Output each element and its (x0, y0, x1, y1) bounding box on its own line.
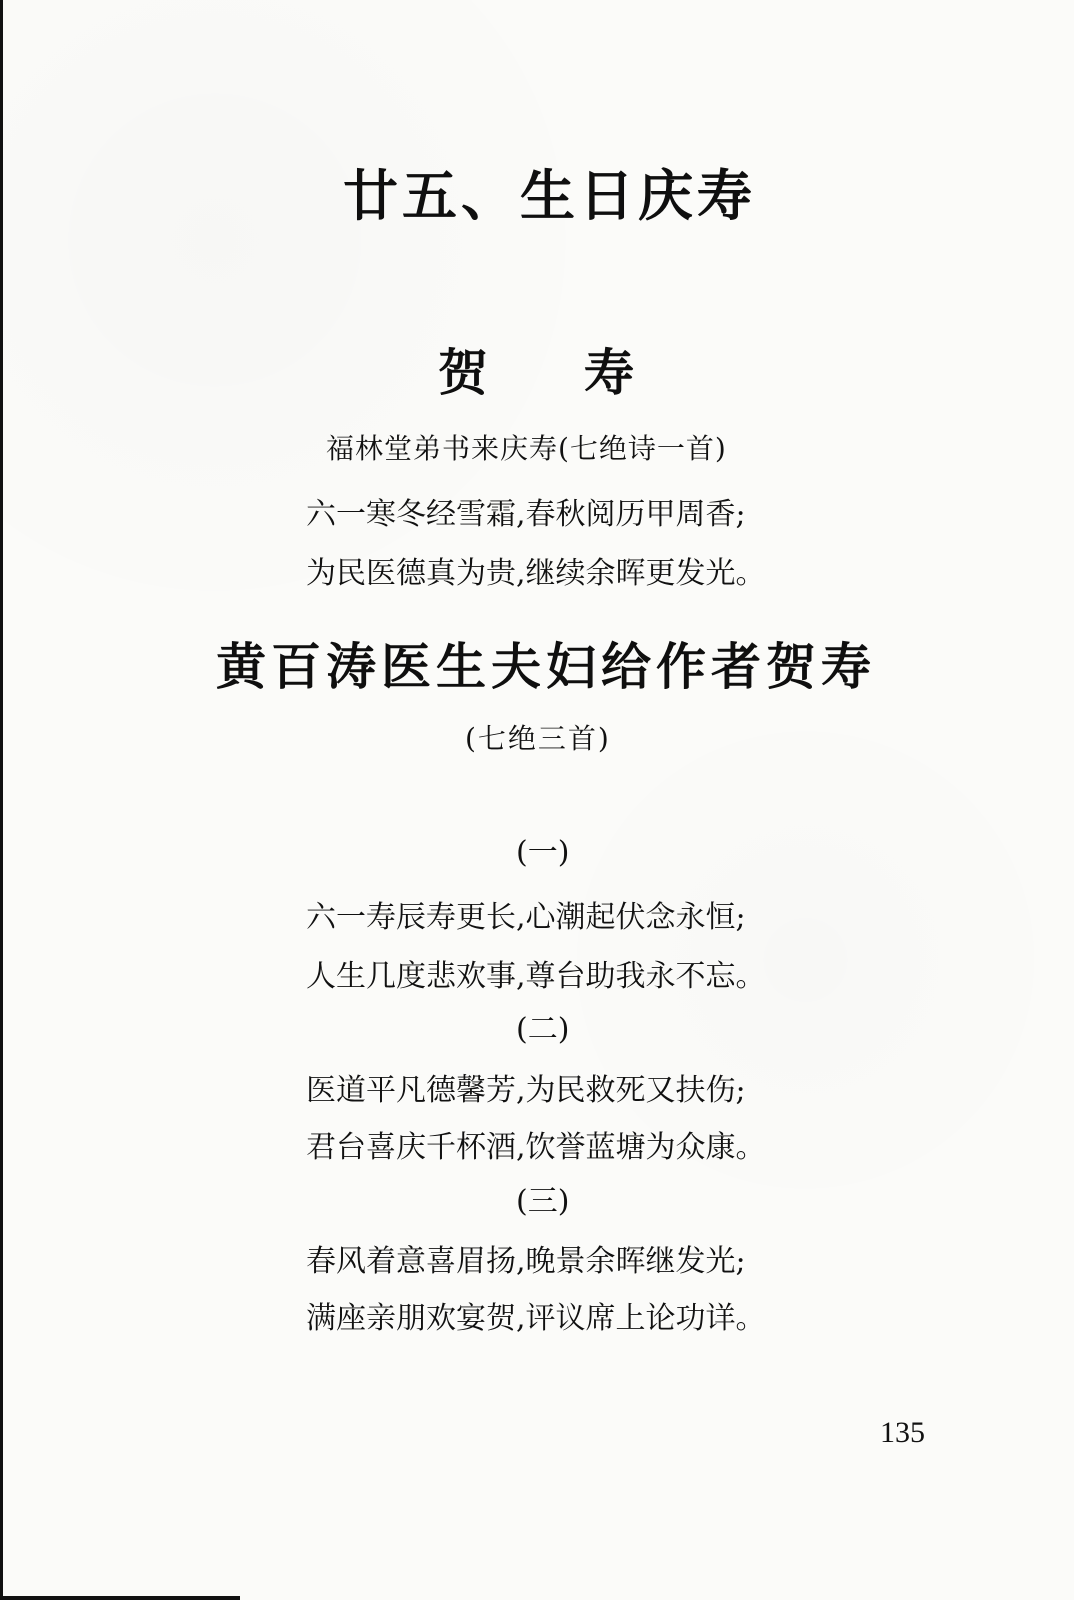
poem-part-2-line-1: 医道平凡德馨芳,为民救死又扶伤; (306, 1073, 746, 1108)
poem-title-he-shou: 贺寿 (438, 343, 730, 402)
poem-1-line-2: 为民医德真为贵,继续余晖更发光。 (306, 556, 766, 591)
poem-subtitle-2: (七绝三首) (465, 722, 611, 755)
bottom-scan-edge (0, 1596, 240, 1600)
poem-part-1-line-1: 六一寿辰寿更长,心潮起伏念永恒; (306, 900, 746, 935)
poem-part-1-line-2: 人生几度悲欢事,尊台助我永不忘。 (306, 959, 766, 994)
poem-part-number-3: (三) (516, 1184, 570, 1219)
poem-part-2-line-2: 君台喜庆千杯酒,饮誉蓝塘为众康。 (306, 1130, 766, 1165)
poem-1-line-1: 六一寒冬经雪霜,春秋阅历甲周香; (306, 497, 746, 532)
poem-part-number-1: (一) (516, 835, 570, 870)
poem-part-3-line-1: 春风着意喜眉扬,晚景余晖继发光; (306, 1244, 746, 1279)
section-title: 廿五、生日庆寿 (343, 163, 757, 228)
poem-part-number-2: (二) (516, 1012, 570, 1047)
left-scan-edge (0, 0, 3, 1600)
poem-subtitle-1: 福林堂弟书来庆寿(七绝诗一首) (326, 432, 727, 465)
page-number: 135 (880, 1416, 925, 1449)
poem-part-3-line-2: 满座亲朋欢宴贺,评议席上论功详。 (306, 1301, 766, 1336)
poem-title-huang-baitao: 黄百涛医生夫妇给作者贺寿 (216, 637, 876, 696)
